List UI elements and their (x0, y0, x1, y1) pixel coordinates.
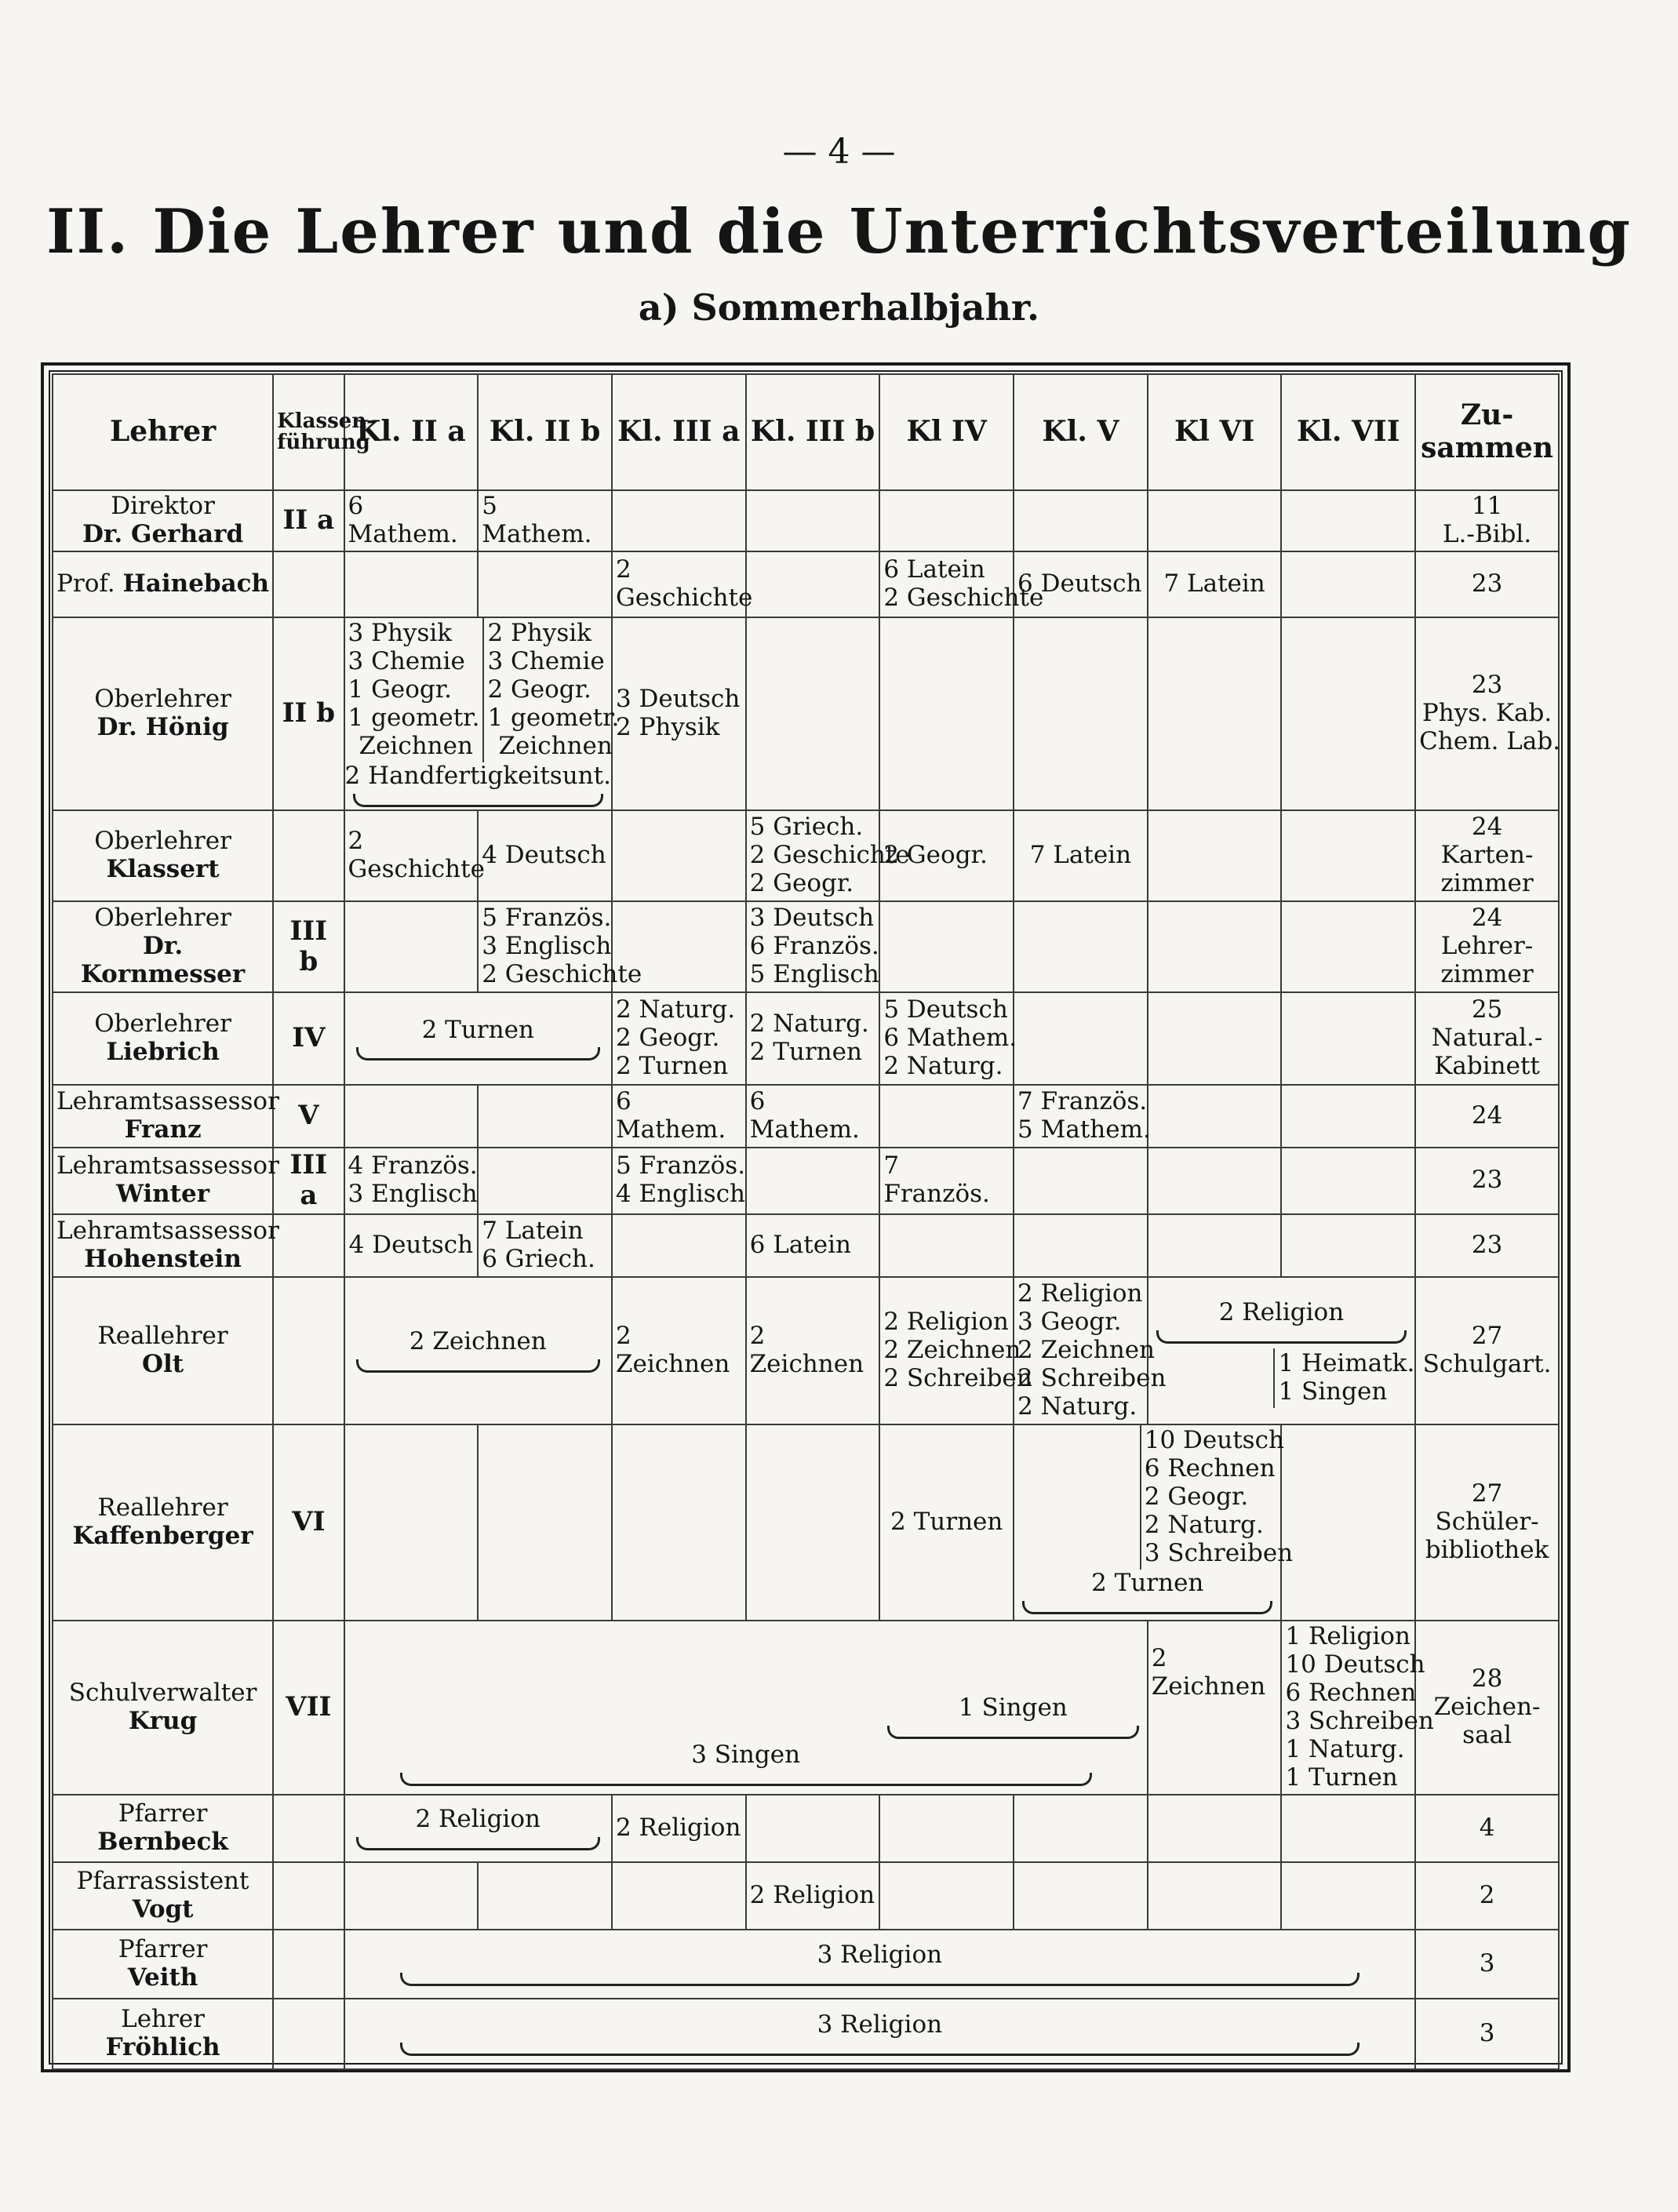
lesson-cell: 6 Deutsch (1014, 551, 1148, 617)
teacher-cell (53, 1999, 273, 2069)
header-class: Kl IV (879, 374, 1014, 490)
brace-mark (1156, 1330, 1407, 1344)
teacher-role: Lehramtsassessor (56, 1087, 279, 1116)
page-number: — 4 — (782, 132, 896, 172)
teacher-cell (53, 1621, 273, 1795)
lesson-cell: 2 Zeichnen (612, 1277, 746, 1424)
lesson-cell: 4 Französ. 3 Englisch (344, 1148, 479, 1214)
teacher-name: Klassert (106, 855, 220, 883)
page-subtitle: a) Sommerhalbjahr. (638, 286, 1040, 329)
table-row (53, 1795, 1559, 1862)
brace-mark (356, 1047, 600, 1061)
class-lead: V (273, 1085, 344, 1148)
teacher-role: Oberlehrer (94, 685, 231, 714)
total-cell: 11 L.-Bibl. (1415, 490, 1559, 551)
table-row (53, 1214, 1559, 1277)
brace-mark (1022, 1601, 1272, 1614)
teacher-role: Lehramtsassessor (56, 1151, 279, 1181)
header-class: Kl. V (1014, 374, 1148, 490)
lesson-cell: 2 Turnen (879, 1424, 1014, 1621)
teacher-role: Reallehrer (97, 1321, 228, 1350)
teacher-name: Winter (116, 1180, 210, 1209)
lesson-cell: 6 Mathem. (746, 1085, 880, 1148)
lesson-cell: 5 Mathem. (478, 490, 612, 551)
teacher-cell (53, 992, 273, 1085)
total-cell: 3 (1415, 1999, 1559, 2069)
class-lead: IV (273, 992, 344, 1085)
teacher-name: Dr. Gerhard (82, 520, 244, 548)
total-cell: 27 Schulgart. (1415, 1277, 1559, 1424)
teacher-name: Olt (142, 1349, 184, 1378)
lesson-cell: 2 Religion 2 Zeichnen 2 Schreiben (879, 1277, 1014, 1424)
teacher-cell (53, 1148, 279, 1214)
lesson-cell: 7 Latein 6 Griech. (478, 1214, 612, 1277)
table-row (53, 617, 1559, 810)
teacher-name: Liebrich (106, 1038, 220, 1066)
table-row (53, 1930, 1559, 1999)
lesson-cell: 5 Griech. 2 Geschichte 2 Geogr. (746, 810, 880, 901)
teacher-cell (53, 901, 273, 992)
teacher-cell (53, 1424, 273, 1621)
class-lead: II b (273, 617, 344, 810)
lesson-cell: 4 Deutsch (478, 810, 612, 901)
teacher-role: Direktor (111, 492, 215, 521)
lesson-group: 2 Religion (344, 1795, 612, 1862)
header-class: Kl. II a (344, 374, 479, 490)
lesson-cell: 4 Deutsch (344, 1214, 479, 1277)
total-cell: 23 (1415, 1148, 1559, 1214)
teacher-name: Dr. Hönig (96, 713, 229, 741)
lesson-cell: 7 Französ. (879, 1148, 1014, 1214)
table-row (53, 490, 1559, 551)
brace-mark (356, 1837, 600, 1850)
total-cell: 2 (1415, 1862, 1559, 1930)
lesson-cell: 5 Französ. 4 Englisch (612, 1148, 746, 1214)
header-klassenfuehrung: Klassen-führung (273, 374, 344, 490)
total-cell: 27 Schüler- bibliothek (1415, 1424, 1559, 1621)
total-cell: 23 (1415, 1214, 1559, 1277)
schedule-table-frame (41, 362, 1571, 2072)
table-row (53, 992, 1559, 1085)
lesson-cell: 6 Latein (746, 1214, 880, 1277)
teacher-name: Hainebach (122, 569, 270, 598)
lesson-cell: 2 Religion 3 Geogr. 2 Zeichnen 2 Schreiben 2 Naturg. (1014, 1277, 1148, 1424)
total-cell: 25 Natural.- Kabinett (1415, 992, 1559, 1085)
lesson-group: 2 Turnen (344, 992, 612, 1085)
teacher-name: Kaffenberger (72, 1521, 253, 1550)
lesson-group: 1 Singen 3 Singen (344, 1621, 1148, 1795)
table-row (53, 1862, 1559, 1930)
brace-mark (356, 1359, 600, 1373)
teacher-cell (53, 1795, 273, 1862)
table-row (53, 1277, 1559, 1424)
teacher-cell (53, 1862, 273, 1930)
total-cell: 4 (1415, 1795, 1559, 1862)
lesson-group: 3 Physik 3 Chemie 1 Geogr. 1 geometr. Zeichnen 2 Physik 3 Chemie 2 Geogr. 1 geometr. Zeichnen 2 Handfertigkeitsunt. (344, 617, 612, 810)
header-class: Kl. III b (746, 374, 880, 490)
lesson-group: 2 Zeichnen (344, 1277, 612, 1424)
teacher-name: Veith (127, 1963, 198, 1992)
lesson-cell: 2 Naturg. 2 Turnen (746, 992, 880, 1085)
table-row (53, 810, 1559, 901)
lesson-cell: 1 Religion 10 Deutsch 6 Rechnen 3 Schreiben 1 Naturg. 1 Turnen (1281, 1621, 1415, 1795)
lesson-group: 10 Deutsch 6 Rechnen 2 Geogr. 2 Naturg. 3 Schreiben 2 Turnen (1014, 1424, 1281, 1621)
header-row (53, 374, 1559, 490)
teacher-name: Hohenstein (84, 1244, 242, 1273)
brace-mark (400, 1773, 1092, 1786)
teacher-name: Bernbeck (97, 1827, 228, 1856)
header-class: Kl. III a (612, 374, 746, 490)
total-cell: 3 (1415, 1930, 1559, 1999)
teacher-role: Schulverwalter (68, 1678, 257, 1707)
table-row (53, 1424, 1559, 1621)
lesson-cell: 3 Deutsch 6 Französ. 5 Englisch (746, 901, 880, 992)
lesson-cell: 2 Geogr. (879, 810, 1014, 901)
teacher-role: Oberlehrer (94, 1010, 231, 1039)
teacher-cell (53, 1277, 273, 1424)
teacher-cell (53, 1930, 273, 1999)
class-lead: VII (273, 1621, 344, 1795)
teacher-role: Lehrer (121, 2004, 206, 2033)
lesson-cell: 6 Mathem. (344, 490, 479, 551)
teacher-role: Oberlehrer (94, 904, 231, 933)
lesson-cell: 2 Zeichnen (1148, 1621, 1282, 1795)
teacher-name: Franz (124, 1115, 202, 1144)
teacher-name: Krug (128, 1706, 198, 1735)
table-row (53, 1085, 1559, 1148)
lesson-cell: 2 Geschichte (612, 551, 746, 617)
teacher-role: Pfarrer (118, 1799, 208, 1828)
teacher-role: Lehramtsassessor (56, 1216, 279, 1245)
lesson-cell: 5 Deutsch 6 Mathem. 2 Naturg. (879, 992, 1014, 1085)
lesson-cell: 2 Naturg. 2 Geogr. 2 Turnen (612, 992, 746, 1085)
table-row (53, 1621, 1559, 1795)
lesson-cell: 2 Geschichte (344, 810, 479, 901)
class-lead: III b (273, 901, 344, 992)
lesson-cell: 7 Französ. 5 Mathem. (1014, 1085, 1148, 1148)
table-row (53, 1999, 1559, 2069)
brace-mark (353, 794, 603, 807)
teacher-role: Pfarrassistent (76, 1866, 249, 1895)
lesson-cell: 7 Latein (1148, 551, 1282, 617)
lesson-cell: 3 Deutsch 2 Physik (612, 617, 746, 810)
teacher-cell (53, 551, 273, 617)
teacher-name: Fröhlich (105, 2032, 220, 2061)
class-lead: VI (273, 1424, 344, 1621)
header-class: Kl. II b (478, 374, 612, 490)
table-row (53, 901, 1559, 992)
teacher-role: Reallehrer (97, 1493, 228, 1522)
teacher-cell (53, 1085, 279, 1148)
lesson-group: 3 Religion (344, 1930, 1416, 1999)
total-cell: 24 (1415, 1085, 1559, 1148)
brace-mark (400, 1973, 1360, 1986)
teacher-role: Oberlehrer (94, 827, 231, 856)
lesson-cell: 6 Mathem. (612, 1085, 746, 1148)
teacher-cell (53, 1214, 279, 1277)
total-cell: 23 (1415, 551, 1559, 617)
header-teacher: Lehrer (53, 374, 273, 490)
teacher-name: Dr. Kornmesser (80, 932, 246, 988)
teacher-role: Pfarrer (118, 1934, 208, 1963)
teacher-name: Vogt (132, 1894, 194, 1923)
lesson-cell: 7 Latein (1014, 810, 1148, 901)
lesson-cell: 5 Französ. 3 Englisch 2 Geschichte (478, 901, 612, 992)
total-cell: 24 Lehrer- zimmer (1415, 901, 1559, 992)
teacher-cell (53, 810, 273, 901)
lesson-group: 3 Religion (344, 1999, 1416, 2069)
class-lead: III a (273, 1148, 344, 1214)
total-cell: 24 Karten- zimmer (1415, 810, 1559, 901)
page-title: II. Die Lehrer und die Unterrichtsverteilung (46, 196, 1632, 267)
lesson-group: 2 Religion 1 Heimatk. 1 Singen (1148, 1277, 1415, 1424)
header-class: Kl VI (1148, 374, 1282, 490)
lesson-cell: 2 Zeichnen (746, 1277, 880, 1424)
header-class: Kl. VII (1281, 374, 1415, 490)
table-row (53, 551, 1559, 617)
lesson-cell: 2 Religion (746, 1862, 880, 1930)
teacher-cell (53, 617, 273, 810)
teacher-role: Prof. (56, 569, 115, 598)
table-row (53, 1148, 1559, 1214)
brace-mark (400, 2043, 1360, 2056)
header-total: Zu-sammen (1415, 374, 1559, 490)
class-lead: II a (273, 490, 344, 551)
teacher-cell (53, 490, 273, 551)
lesson-cell: 2 Religion (612, 1795, 746, 1862)
total-cell: 28 Zeichen- saal (1415, 1621, 1559, 1795)
brace-mark (887, 1726, 1139, 1739)
lesson-cell: 6 Latein 2 Geschichte (879, 551, 1014, 617)
schedule-table (52, 373, 1560, 2070)
total-cell: 23 Phys. Kab. Chem. Lab. (1415, 617, 1559, 810)
